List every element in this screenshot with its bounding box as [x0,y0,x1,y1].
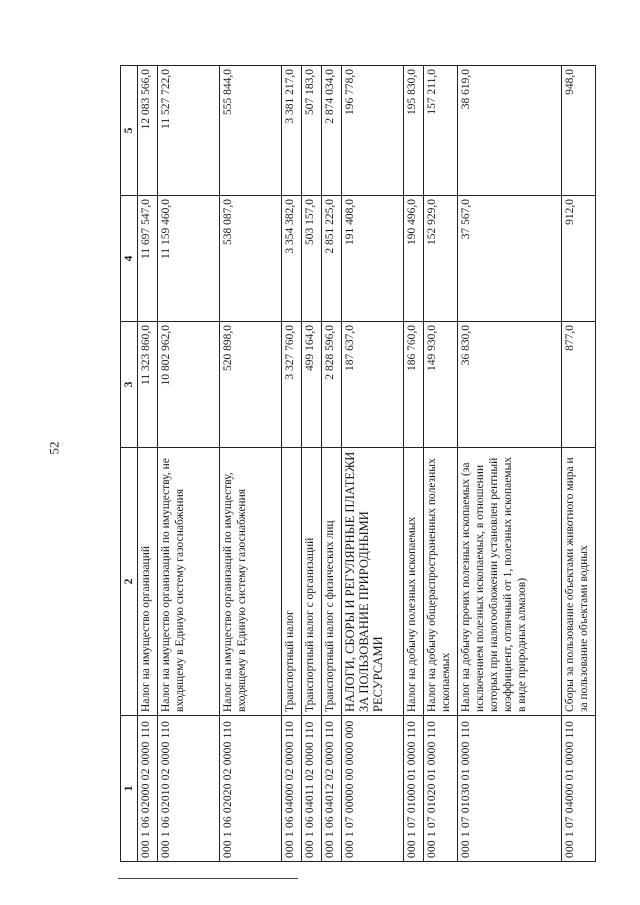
row-code: 000 1 06 02000 02 0000 110 [138,716,158,862]
row-value-col4: 190 496,0 [404,196,424,322]
row-value-col5: 11 527 722,0 [158,66,220,196]
table-row [342,66,404,862]
row-code: 000 1 07 04000 01 0000 110 [562,716,596,862]
row-name: Налог на имущество организаций по имуществу, не входящему в Единую систему газоснабжения [158,448,220,716]
table-row [302,66,322,862]
header-col-4: 4 [121,196,138,322]
row-name: Налог на добычу полезных ископаемых [404,448,424,716]
row-value-col5: 157 211,0 [424,66,458,196]
row-name: Налог на имущество организаций [138,448,158,716]
header-col-5: 5 [121,66,138,196]
row-value-col4: 11 159 460,0 [158,196,220,322]
row-value-col3: 10 802 962,0 [158,322,220,448]
row-value-col5: 507 183,0 [302,66,322,196]
page-number: 52 [46,441,62,455]
budget-revenue-table [120,65,596,862]
row-value-col5: 2 874 034,0 [322,66,342,196]
row-value-col4: 11 697 547,0 [138,196,158,322]
table-row [404,66,424,862]
budget-table-rotated [120,66,590,862]
row-code: 000 1 06 04012 02 0000 110 [322,716,342,862]
row-value-col5: 948,0 [562,66,596,196]
row-code: 000 1 06 04000 02 0000 110 [282,716,302,862]
row-value-col4: 538 087,0 [220,196,282,322]
header-col-1: 1 [121,716,138,862]
row-value-col4: 191 408,0 [342,196,404,322]
row-value-col3: 149 930,0 [424,322,458,448]
row-value-col4: 152 929,0 [424,196,458,322]
row-value-col3: 186 760,0 [404,322,424,448]
row-code: 000 1 07 00000 00 0000 000 [342,716,404,862]
row-name: Транспортный налог [282,448,302,716]
table-header-row [121,66,138,862]
row-code: 000 1 06 02020 02 0000 110 [220,716,282,862]
table-row [562,66,596,862]
row-value-col3: 520 898,0 [220,322,282,448]
row-code: 000 1 07 01030 01 0000 110 [458,716,562,862]
row-value-col3: 36 830,0 [458,322,562,448]
row-name: Налог на добычу прочих полезных ископаемых (за исключением полезных ископаемых, в отношении которых при налогообложении установлен рентный коэффициент, отличный от 1, полезных ископаемых в виде природных алмазов) [458,448,562,716]
row-value-col5: 196 778,0 [342,66,404,196]
row-value-col5: 555 844,0 [220,66,282,196]
table-row [322,66,342,862]
table-row [458,66,562,862]
row-name: Налог на добычу общераспространенных полезных ископаемых [424,448,458,716]
row-code: 000 1 06 02010 02 0000 110 [158,716,220,862]
row-name: Сборы за пользование объектами животного мира и за пользование объектами водных [562,448,596,716]
row-value-col3: 11 323 860,0 [138,322,158,448]
table-row [282,66,302,862]
row-name: Транспортный налог с физических лиц [322,448,342,716]
row-name: НАЛОГИ, СБОРЫ И РЕГУЛЯРНЫЕ ПЛАТЕЖИ ЗА ПОЛЬЗОВАНИЕ ПРИРОДНЫМИ РЕСУРСАМИ [342,448,404,716]
row-value-col4: 912,0 [562,196,596,322]
row-value-col4: 37 567,0 [458,196,562,322]
row-value-col3: 499 164,0 [302,322,322,448]
table-row [158,66,220,862]
row-value-col5: 38 619,0 [458,66,562,196]
row-value-col3: 2 828 596,0 [322,322,342,448]
table-row [138,66,158,862]
row-value-col4: 3 354 382,0 [282,196,302,322]
row-code: 000 1 06 04011 02 0000 110 [302,716,322,862]
row-code: 000 1 07 01000 01 0000 110 [404,716,424,862]
row-value-col4: 2 851 225,0 [322,196,342,322]
row-value-col3: 187 637,0 [342,322,404,448]
row-name: Транспортный налог с организаций [302,448,322,716]
row-value-col4: 503 157,0 [302,196,322,322]
table-row [424,66,458,862]
row-code: 000 1 07 01020 01 0000 110 [424,716,458,862]
row-name: Налог на имущество организаций по имуществу, входящему в Единую систему газоснабжения [220,448,282,716]
row-value-col5: 3 381 217,0 [282,66,302,196]
row-value-col3: 3 327 760,0 [282,322,302,448]
header-col-3: 3 [121,322,138,448]
header-col-2: 2 [121,448,138,716]
table-row [220,66,282,862]
row-value-col5: 195 830,0 [404,66,424,196]
row-value-col5: 12 083 566,0 [138,66,158,196]
row-value-col3: 877,0 [562,322,596,448]
footer-divider [118,878,298,879]
